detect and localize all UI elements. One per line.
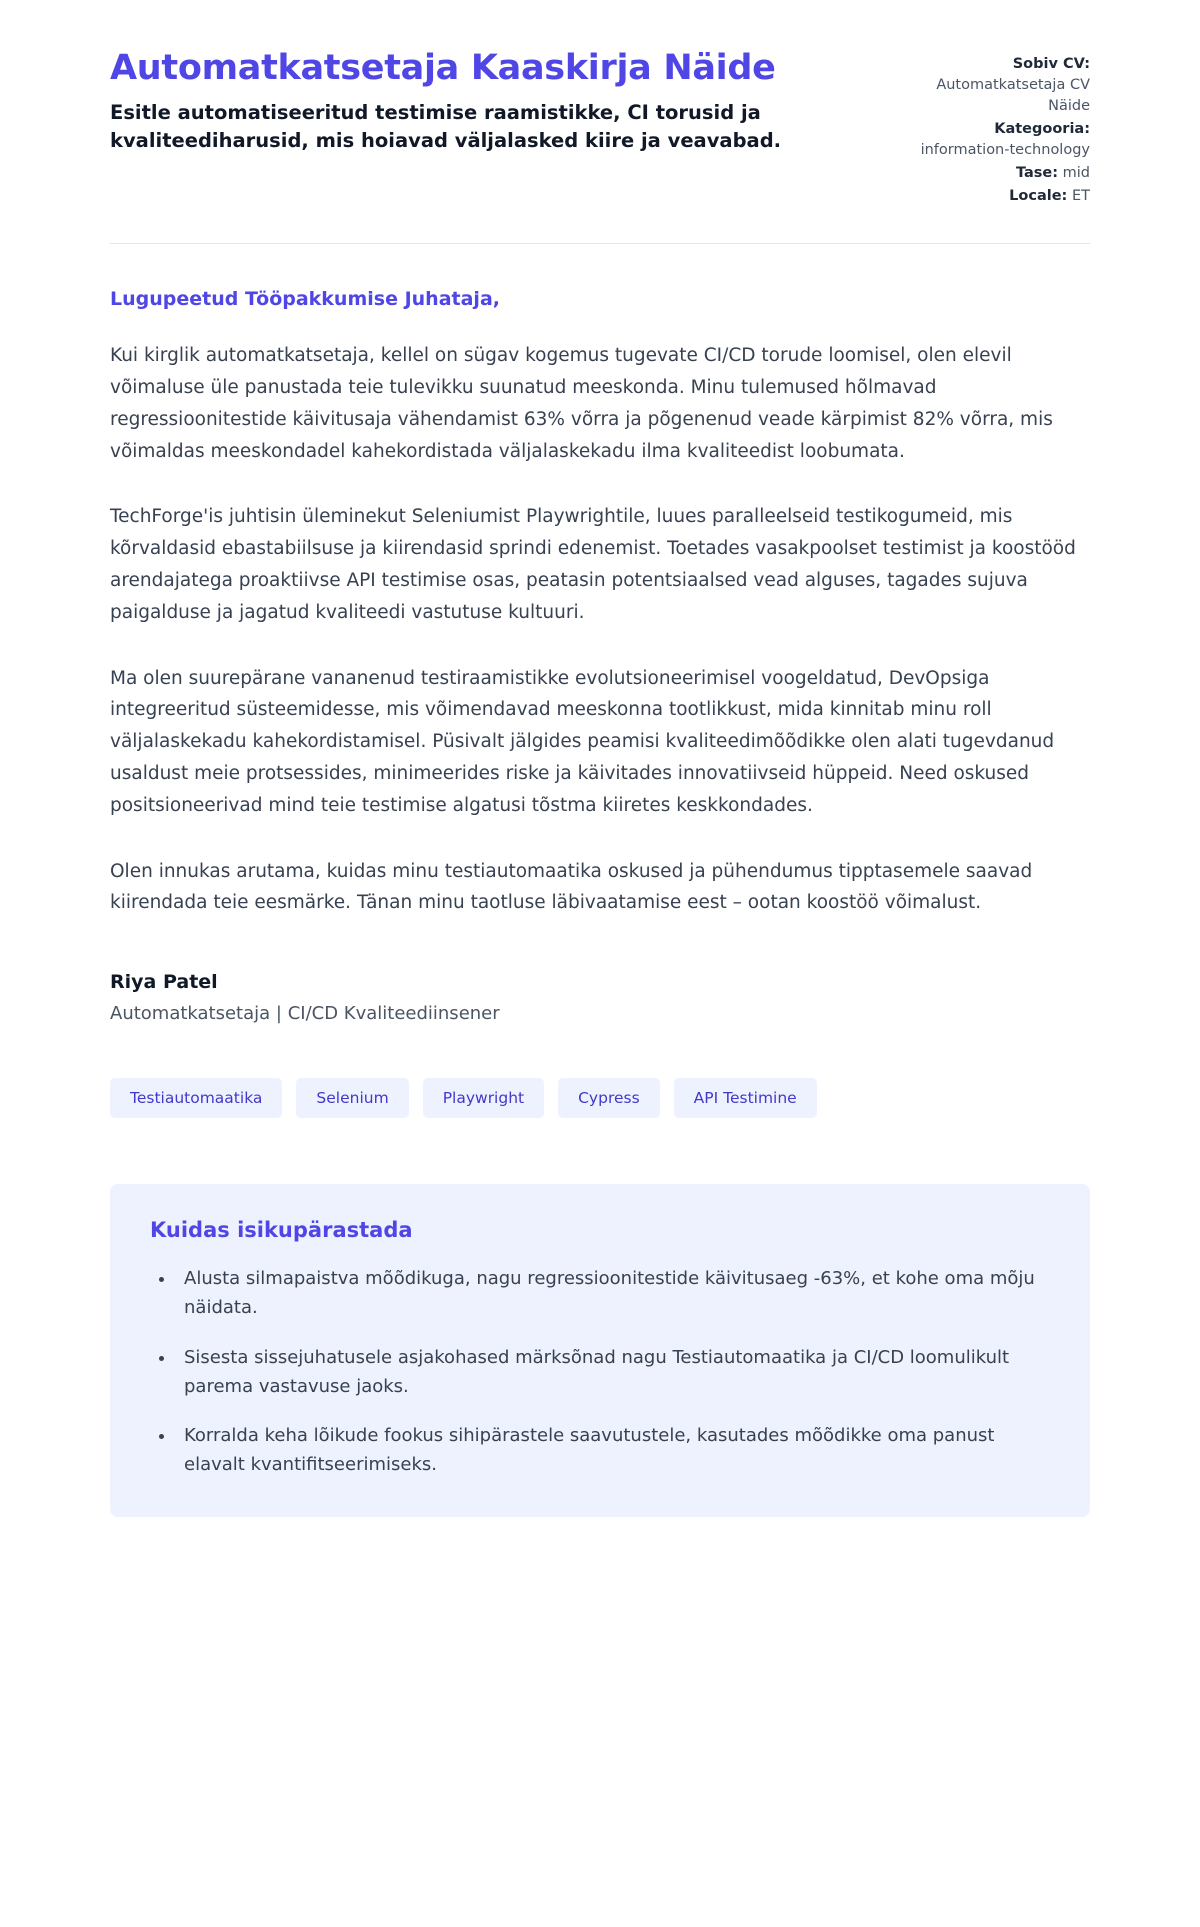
- meta-matching-cv: [900, 54, 1090, 117]
- page-title: Automatkatsetaja Kaaskirja Näide: [110, 48, 776, 88]
- salutation: Lugupeetud Tööpakkumise Juhataja,: [110, 288, 500, 311]
- personalization-tips-panel: [110, 1184, 1090, 1517]
- meta-locale-value: ET: [1071, 188, 1090, 205]
- meta-category-label: Kategooria:: [994, 121, 1090, 138]
- skill-tag[interactable]: API Testimine: [674, 1078, 817, 1118]
- tips-title: Kuidas isikupärastada: [150, 1218, 413, 1243]
- skill-tag[interactable]: Playwright: [423, 1078, 544, 1118]
- meta-level: [900, 163, 1090, 184]
- tips-list: [150, 1264, 1050, 1479]
- signature-role: Automatkatsetaja | CI/CD Kvaliteediinsener: [110, 1003, 500, 1025]
- meta-category: [900, 119, 1090, 161]
- tips-list-item: • Sisesta sissejuhatusele asjakohased märksõnad nagu Testiautomaatika ja CI/CD loomulikult parema vastavuse jaoks.: [176, 1343, 1050, 1401]
- header-title-block: [110, 48, 860, 155]
- header-divider: [110, 243, 1090, 244]
- meta-level-label: Tase:: [1015, 165, 1059, 182]
- letter-paragraph: Kui kirglik automatkatsetaja, kellel on sügav kogemus tugevate CI/CD torude loomisel, olen elevil võimaluse üle panustada teie tulevikku suunatud meeskonda. Minu tulemused hõlmavad regressioonitestide käivitusaja vähendamist 63% võrra ja põgenenud veade kärpimist 82% võrra, mis võimaldas meeskondadel kahekordistada väljalaskekadu ilma kvaliteedist loobumata.: [110, 345, 1053, 462]
- skill-tag-list: [110, 1078, 1090, 1118]
- meta-matching-cv-label: Sobiv CV:: [1012, 56, 1090, 72]
- tips-list-item: • Korralda keha lõikude fookus sihipärastele saavutustele, kasutades mõõdikke oma panust elavalt kvantifitseerimiseks.: [176, 1421, 1050, 1479]
- skill-tag[interactable]: Testiautomaatika: [110, 1078, 282, 1118]
- meta-category-value: information-technology: [920, 142, 1090, 159]
- signature-block: [110, 971, 1090, 1024]
- meta-locale-label: Locale:: [1009, 188, 1068, 205]
- document-header: [110, 48, 1090, 243]
- tips-list-item: • Alusta silmapaistva mõõdikuga, nagu regressioonitestide käivitusaeg -63%, et kohe oma mõju näidata.: [176, 1264, 1050, 1322]
- skill-tag[interactable]: Selenium: [296, 1078, 408, 1118]
- letter-body: [110, 288, 1090, 1024]
- meta-locale: [900, 186, 1090, 207]
- page-subtitle: Esitle automatiseeritud testimise raamistikke, CI torusid ja kvaliteediharusid, mis hoiavad väljalasked kiire ja veavabad.: [110, 101, 782, 152]
- header-meta-panel: [900, 48, 1090, 209]
- skill-tag[interactable]: Cypress: [558, 1078, 660, 1118]
- letter-paragraph: TechForge'is juhtisin üleminekut Seleniumist Playwrightile, luues paralleelseid testikogumeid, mis kõrvaldasid ebastabiilsuse ja kiirendasid sprindi edenemist. Toetades vasakpoolset testimist ja koostööd arendajatega proaktiivse API testimise osas, peatasin potentsiaalsed vead alguses, tagades sujuva paigalduse ja jagatud kvaliteedi vastutuse kultuuri.: [110, 506, 1076, 623]
- letter-paragraph: Olen innukas arutama, kuidas minu testiautomaatika oskused ja pühendumus tipptasemele saavad kiirendada teie eesmärke. Tänan minu taotluse läbivaatamise eest – ootan koostöö võimalust.: [110, 860, 1033, 914]
- signature-name: Riya Patel: [110, 971, 218, 994]
- meta-level-value: mid: [1062, 165, 1090, 182]
- letter-paragraph: Ma olen suurepärane vananenud testiraamistikke evolutsioneerimisel voogeldatud, DevOpsiga integreeritud süsteemidesse, mis võimendavad meeskonna tootlikkust, mida kinnitab minu roll väljalaskekadu kahekordistamisel. Püsivalt jälgides peamisi kvaliteedimõõdikke olen alati tugevdanud usaldust meie protsessides, minimeerides riske ja käivitades innovatiivseid hüppeid. Need oskused positsioneerivad mind teie testimise algatusi tõstma kiiretes keskkondades.: [110, 667, 1055, 816]
- meta-matching-cv-value: Automatkatsetaja CV Näide: [936, 77, 1090, 115]
